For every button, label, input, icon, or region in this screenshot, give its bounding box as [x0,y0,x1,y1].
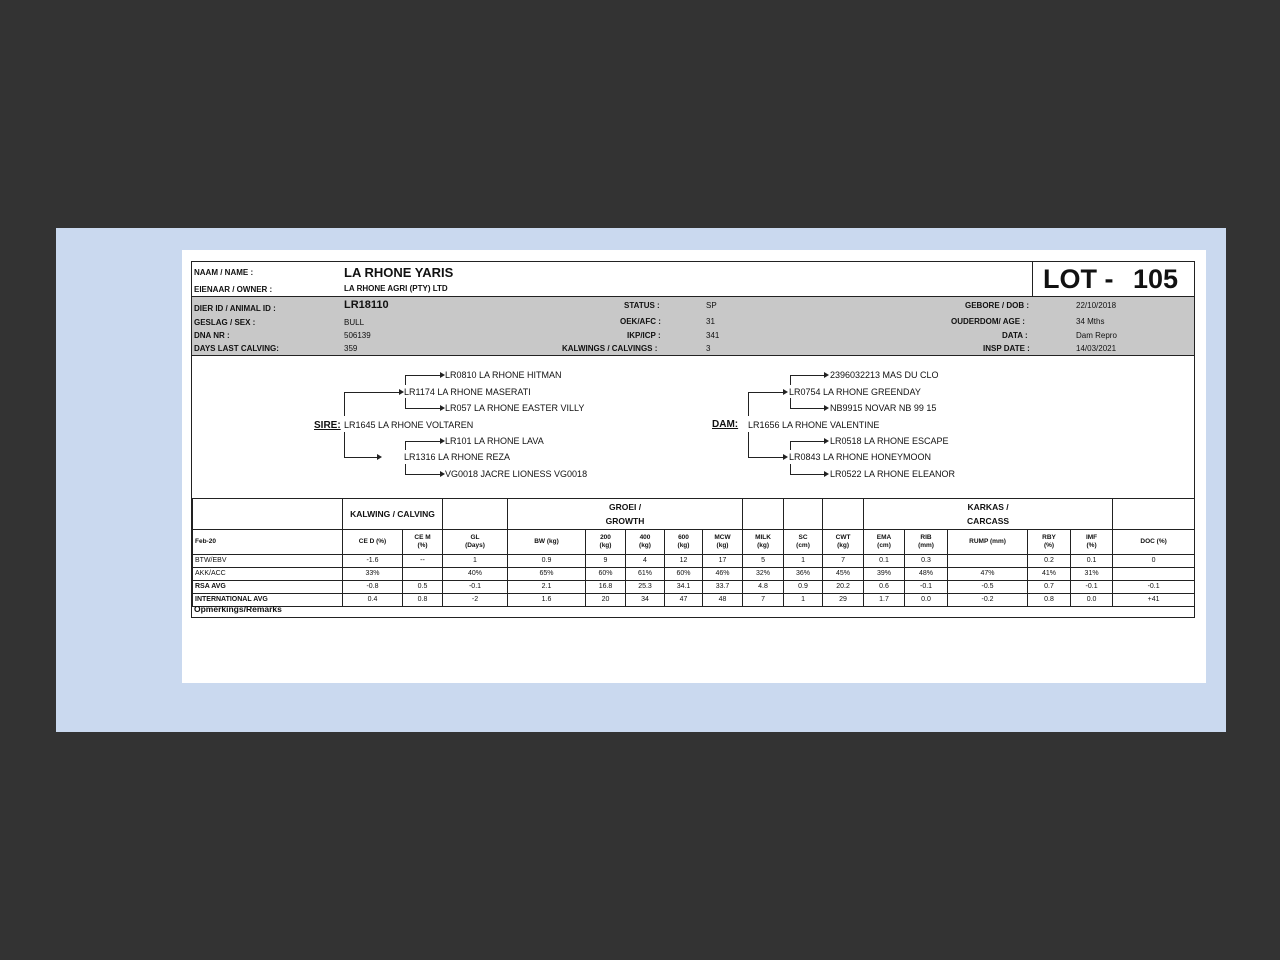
table-cell: -- [403,555,443,568]
table-cell: 0.3 [905,555,948,568]
group-header-row [193,499,1195,530]
age-label: OUDERDOM/ AGE : [951,317,1025,326]
table-cell: 16.8 [586,581,626,594]
connector-line [405,464,406,474]
ema-header: EMA (cm) [864,530,905,555]
table-cell [948,555,1028,568]
table-cell: 1 [443,555,508,568]
icp-value: 341 [706,331,720,340]
imf-header: IMF (%) [1071,530,1113,555]
table-cell [193,499,343,530]
table-cell: 0 [1113,555,1195,568]
dam-dam-dam-name: LR0522 LA RHONE ELEANOR [830,469,956,479]
connector-line [405,441,406,450]
table-cell: 0.1 [864,555,905,568]
table-row [193,581,1195,594]
sire-name: LR1645 LA RHONE VOLTAREN [344,420,474,430]
table-cell: 1 [784,594,823,607]
table-cell: 0.0 [905,594,948,607]
table-cell: 0.7 [1028,581,1071,594]
table-cell: 65% [508,568,586,581]
growth-group-header: GROEI / GROWTH [508,499,743,530]
data-label: DATA : [1002,331,1028,340]
status-value: SP [706,301,717,310]
mcw-header: MCW (kg) [703,530,743,555]
table-cell: 34 [626,594,665,607]
milk-header: MILK (kg) [743,530,784,555]
animal-name: LA RHONE YARIS [344,265,454,280]
connector-line [405,375,440,376]
arrow-right-icon [824,405,829,411]
ced-header: CE D (%) [343,530,403,555]
animal-id: LR18110 [344,299,389,311]
table-cell [443,499,508,530]
table-cell: 0.9 [508,555,586,568]
period-header: Feb-20 [193,530,343,555]
rib-header: RIB (mm) [905,530,948,555]
calvings-label: KALWINGS / CALVINGS : [562,344,658,353]
table-cell: 34.1 [665,581,703,594]
table-cell: 47 [665,594,703,607]
table-cell [1113,499,1195,530]
dam-name: LR1656 LA RHONE VALENTINE [748,420,880,430]
table-cell: -1.6 [343,555,403,568]
sex-label: GESLAG / SEX : [194,318,256,327]
connector-line [748,457,783,458]
owner-label: EIENAAR / OWNER : [194,285,273,294]
w400-header: 400 (kg) [626,530,665,555]
dam-sire-dam-name: NB9915 NOVAR NB 99 15 [830,403,937,413]
dna-label: DNA NR : [194,331,230,340]
table-cell: 25.3 [626,581,665,594]
connector-line [344,457,377,458]
table-cell: 0.2 [1028,555,1071,568]
table-cell: 48% [905,568,948,581]
table-cell: -0.8 [343,581,403,594]
connector-line [748,392,783,393]
connector-line [405,408,440,409]
table-cell: 48 [703,594,743,607]
table-cell: -0.5 [948,581,1028,594]
table-cell: 40% [443,568,508,581]
dob-label: GEBORE / DOB : [965,301,1030,310]
days-label: DAYS LAST CALVING: [194,344,279,353]
data-value: Dam Repro [1076,331,1117,340]
rby-header: RBY (%) [1028,530,1071,555]
sire-label: SIRE: [314,420,341,431]
table-row [193,568,1195,581]
table-cell: 60% [586,568,626,581]
dam-dam-sire-name: LR0518 LA RHONE ESCAPE [830,436,949,446]
sex-value: BULL [344,318,365,327]
status-label: STATUS : [624,301,660,310]
column-header-row [193,530,1195,555]
name-label: NAAM / NAME : [194,268,254,277]
lot-label: LOT - [1043,264,1114,294]
table-cell: 31% [1071,568,1113,581]
table-cell: 9 [586,555,626,568]
w600-header: 600 (kg) [665,530,703,555]
arrow-right-icon [783,454,788,460]
connector-line [405,441,440,442]
bw-header: BW (kg) [508,530,586,555]
table-cell: 1.6 [508,594,586,607]
table-cell: 0.8 [1028,594,1071,607]
age-value: 34 Mths [1076,317,1105,326]
lot-number: 105 [1133,264,1179,294]
table-cell: 47% [948,568,1028,581]
dob-value: 22/10/2018 [1076,301,1117,310]
icp-label: IKP/ICP : [627,331,661,340]
table-cell: 29 [823,594,864,607]
table-cell: -0.2 [948,594,1028,607]
connector-line [790,408,824,409]
connector-line [344,392,399,393]
table-cell: 0.8 [403,594,443,607]
performance-table [192,498,1195,607]
connector-line [748,432,749,457]
sire-sire-name: LR1174 LA RHONE MASERATI [404,387,531,397]
table-cell: 4.8 [743,581,784,594]
calvings-value: 3 [706,344,711,353]
row-label: AKK/ACC [193,568,343,581]
lot-box [1032,262,1195,296]
table-cell: 20 [586,594,626,607]
remarks-label: Opmerkings/Remarks [194,604,282,614]
table-cell: 1.7 [864,594,905,607]
table-cell: 12 [665,555,703,568]
table-cell: 0.1 [1071,555,1113,568]
row-label: INTERNATIONAL AVG [193,594,343,607]
table-cell: -0.1 [1071,581,1113,594]
sire-sire-dam-name: LR057 LA RHONE EASTER VILLY [445,403,585,413]
table-cell: 4 [626,555,665,568]
arrow-right-icon [824,471,829,477]
connector-line [344,432,345,457]
table-cell: 46% [703,568,743,581]
connector-line [790,398,791,408]
table-cell: 2.1 [508,581,586,594]
table-cell: 7 [743,594,784,607]
table-cell [403,568,443,581]
sire-dam-name: LR1316 LA RHONE REZA [404,452,511,462]
insp-label: INSP DATE : [983,344,1030,353]
table-row [193,555,1195,568]
dam-sire-sire-name: 2396032213 MAS DU CLO [830,370,939,380]
table-cell: 0.5 [403,581,443,594]
table-cell [823,499,864,530]
table-cell: 45% [823,568,864,581]
connector-line [405,398,406,408]
table-cell: 33% [343,568,403,581]
lot-sheet [191,261,1195,618]
table-cell: -0.1 [443,581,508,594]
table-cell [1113,568,1195,581]
performance-rows [193,555,1195,607]
table-cell: 5 [743,555,784,568]
connector-line [790,441,791,450]
calving-group-header: KALWING / CALVING [343,499,443,530]
table-cell: -0.1 [905,581,948,594]
carcass-group-header: KARKAS / CARCASS [864,499,1113,530]
arrow-right-icon [377,454,382,460]
table-cell: 1 [784,555,823,568]
dam-sire-name: LR0754 LA RHONE GREENDAY [789,387,921,397]
dna-value: 506139 [344,331,371,340]
connector-line [790,441,824,442]
table-cell: 0.4 [343,594,403,607]
arrow-right-icon [824,438,829,444]
table-cell: 20.2 [823,581,864,594]
table-row [193,594,1195,607]
days-value: 359 [344,344,358,353]
row-label: BTW/EBV [193,555,343,568]
table-cell: 60% [665,568,703,581]
table-cell: -0.1 [1113,581,1195,594]
table-cell [743,499,784,530]
table-cell: 0.6 [864,581,905,594]
table-cell: 39% [864,568,905,581]
doc-header: DOC (%) [1113,530,1195,555]
arrow-right-icon [824,372,829,378]
table-cell: 61% [626,568,665,581]
cem-header: CE M (%) [403,530,443,555]
table-cell [784,499,823,530]
table-cell: 33.7 [703,581,743,594]
sire-dam-dam-name: VG0018 JACRE LIONESS VG0018 [445,469,588,479]
table-cell: 7 [823,555,864,568]
owner-name: LA RHONE AGRI (PTY) LTD [344,284,448,293]
connector-line [790,375,791,385]
table-cell: 36% [784,568,823,581]
table-cell: 32% [743,568,784,581]
sire-sire-sire-name: LR0810 LA RHONE HITMAN [445,370,562,380]
sc-header: SC (cm) [784,530,823,555]
table-cell: 0.0 [1071,594,1113,607]
connector-line [405,474,440,475]
table-cell: +41 [1113,594,1195,607]
afc-value: 31 [706,317,715,326]
rump-header: RUMP (mm) [948,530,1028,555]
dam-dam-name: LR0843 LA RHONE HONEYMOON [789,452,932,462]
connector-line [790,474,824,475]
table-cell: -2 [443,594,508,607]
afc-label: OEK/AFC : [620,317,661,326]
w200-header: 200 (kg) [586,530,626,555]
row-label: RSA AVG [193,581,343,594]
connector-line [790,375,824,376]
insp-value: 14/03/2021 [1076,344,1117,353]
animal-id-label: DIER ID / ANIMAL ID : [194,304,276,313]
table-cell: 41% [1028,568,1071,581]
sire-dam-sire-name: LR101 LA RHONE LAVA [445,436,544,446]
connector-line [748,392,749,416]
connector-line [344,392,345,416]
connector-line [790,464,791,474]
connector-line [405,375,406,385]
cwt-header: CWT (kg) [823,530,864,555]
gl-header: GL (Days) [443,530,508,555]
table-cell: 17 [703,555,743,568]
dam-label: DAM: [712,419,739,430]
table-cell: 0.9 [784,581,823,594]
animal-info-band [192,296,1194,356]
arrow-right-icon [783,389,788,395]
